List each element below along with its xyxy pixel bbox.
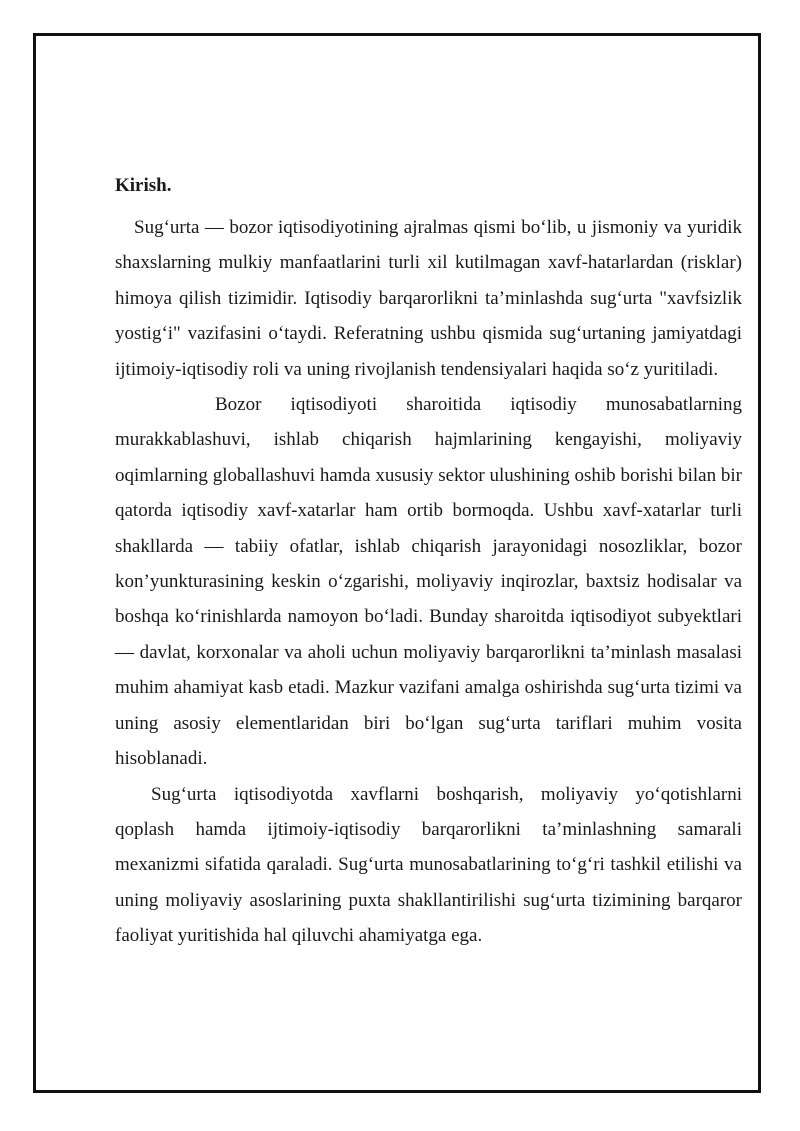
document-body bbox=[115, 168, 742, 954]
paragraph-1: Sug‘urta — bozor iqtisodiyotining ajralmas qismi bo‘lib, u jismoniy va yuridik shaxslarning mulkiy manfaatlarini turli xil kutilmagan xavf-hatarlardan (risklar) himoya qilish tizimidir. Iqtisodiy barqarorlikni ta’minlashda sug‘urta "xavfsizlik yostig‘i" vazifasini o‘taydi. Referatning ushbu qismida sug‘urtaning jamiyatdagi ijtimoiy-iqtisodiy roli va uning rivojlanish tendensiyalari haqida so‘z yuritiladi. bbox=[115, 217, 742, 380]
paragraph-3: Sug‘urta iqtisodiyotda xavflarni boshqarish, moliyaviy yo‘qotishlarni qoplash hamda ijtimoiy-iqtisodiy barqarorlikni ta’minlashning samarali mexanizmi sifatida qaraladi. Sug‘urta munosabatlarining to‘g‘ri tashkil etilishi va uning moliyaviy asoslarining puxta shakllantirilishi sug‘urta tizimining barqaror faoliyat yuritishida hal qiluvchi ahamiyatga ega. bbox=[115, 783, 742, 947]
section-heading: Kirish. bbox=[115, 175, 172, 196]
paragraph-2: Bozor iqtisodiyoti sharoitida iqtisodiy munosabatlarning murakkablashuvi, ishlab chiqarish hajmlarining kengayishi, moliyaviy oqimlarning globallashuvi hamda xususiy sektor ulushining oshib borishi bilan bir qatorda iqtisodiy xavf-xatarlar ham ortib bormoqda. Ushbu xavf-xatarlar turli shakllarda — tabiiy ofatlar, ishlab chiqarish jarayonidagi nosozliklar, bozor kon’yunkturasining keskin o‘zgarishi, moliyaviy inqirozlar, baxtsiz hodisalar va boshqa ko‘rinishlarda namoyon bo‘ladi. Bunday sharoitda iqtisodiyot subyektlari — davlat, korxonalar va aholi uchun moliyaviy barqarorlikni ta’minlash masalasi muhim ahamiyat kasb etadi. Mazkur vazifani amalga oshirishda sug‘urta tizimi va uning asosiy elementlaridan biri bo‘lgan sug‘urta tariflari muhim vosita hisoblanadi. bbox=[115, 394, 742, 770]
